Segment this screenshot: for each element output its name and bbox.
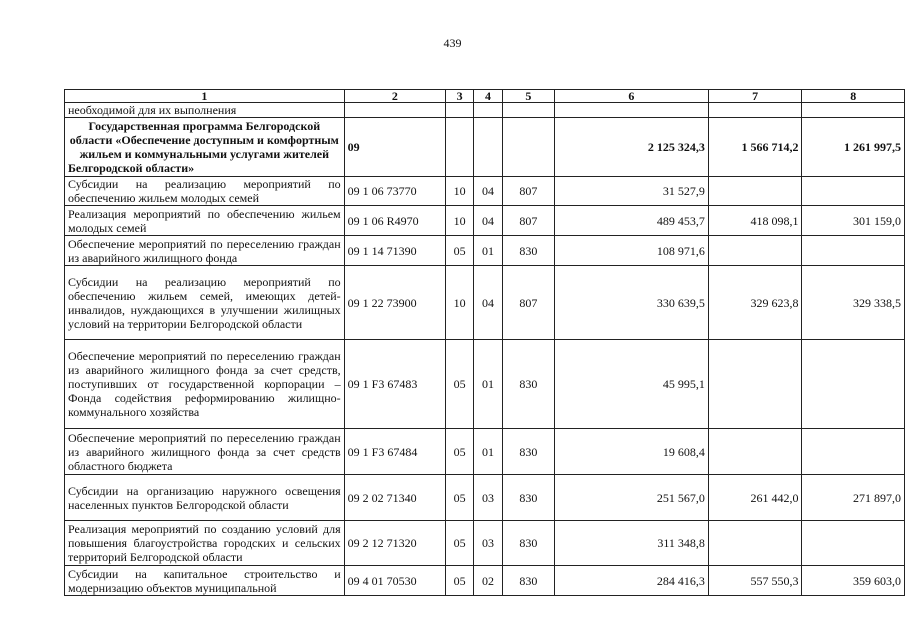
row-subsection: 03 xyxy=(474,521,503,566)
row-section: 10 xyxy=(446,266,474,340)
table-row xyxy=(65,118,905,177)
row-expense-type: 807 xyxy=(503,177,555,206)
row-value-7: 1 566 714,2 xyxy=(708,118,802,177)
row-value-7: 557 550,3 xyxy=(708,566,802,596)
table-row xyxy=(65,521,905,566)
row-value-8: 359 603,0 xyxy=(802,566,905,596)
row-expense-type: 830 xyxy=(503,475,555,521)
table-row xyxy=(65,266,905,340)
row-subsection: 02 xyxy=(474,566,503,596)
row-subsection: 04 xyxy=(474,177,503,206)
row-expense-type xyxy=(503,118,555,177)
column-header-2: 2 xyxy=(344,90,446,103)
row-section xyxy=(446,103,474,118)
row-value-6: 251 567,0 xyxy=(554,475,708,521)
row-code: 09 1 06 R4970 xyxy=(344,206,446,236)
row-subsection xyxy=(474,118,503,177)
row-value-7 xyxy=(708,236,802,266)
row-expense-type: 830 xyxy=(503,429,555,475)
table-row xyxy=(65,429,905,475)
row-section: 05 xyxy=(446,566,474,596)
table-row xyxy=(65,206,905,236)
row-expense-type xyxy=(503,103,555,118)
row-value-8 xyxy=(802,103,905,118)
row-value-6: 2 125 324,3 xyxy=(554,118,708,177)
row-section: 05 xyxy=(446,475,474,521)
row-value-7 xyxy=(708,429,802,475)
row-name: Реализация мероприятий по созданию условий для повышения благоустройства городских и сельских территорий Белгородской области xyxy=(65,521,345,566)
row-name: необходимой для их выполнения xyxy=(65,103,345,118)
row-code xyxy=(344,103,446,118)
column-header-4: 4 xyxy=(474,90,503,103)
row-name: Субсидии на реализацию мероприятий по обеспечению жильем семей, имеющих детей-инвалидов, нуждающихся в улучшении жилищных условий на территории Белгородской области xyxy=(65,266,345,340)
row-value-6: 311 348,8 xyxy=(554,521,708,566)
table-row xyxy=(65,566,905,596)
row-subsection xyxy=(474,103,503,118)
row-value-6 xyxy=(554,103,708,118)
row-name: Обеспечение мероприятий по переселению граждан из аварийного жилищного фонда xyxy=(65,236,345,266)
row-value-7 xyxy=(708,340,802,429)
row-subsection: 04 xyxy=(474,206,503,236)
row-name: Субсидии на реализацию мероприятий по обеспечению жильем молодых семей xyxy=(65,177,345,206)
row-section xyxy=(446,118,474,177)
row-value-6: 330 639,5 xyxy=(554,266,708,340)
row-expense-type: 830 xyxy=(503,340,555,429)
row-code: 09 1 06 73770 xyxy=(344,177,446,206)
table-row xyxy=(65,236,905,266)
row-expense-type: 807 xyxy=(503,206,555,236)
row-value-7 xyxy=(708,177,802,206)
row-expense-type: 830 xyxy=(503,521,555,566)
row-name: Обеспечение мероприятий по переселению граждан из аварийного жилищного фонда за счет средств, поступивших от государственной корпорации – Фонда содействия реформированию жилищно-коммунального хозяйства xyxy=(65,340,345,429)
row-value-8: 301 159,0 xyxy=(802,206,905,236)
table-row xyxy=(65,103,905,118)
row-value-6: 19 608,4 xyxy=(554,429,708,475)
row-value-6: 284 416,3 xyxy=(554,566,708,596)
row-code: 09 2 12 71320 xyxy=(344,521,446,566)
page-number: 439 xyxy=(443,36,462,50)
row-value-6: 45 995,1 xyxy=(554,340,708,429)
column-header-8: 8 xyxy=(802,90,905,103)
row-subsection: 01 xyxy=(474,236,503,266)
row-value-8 xyxy=(802,521,905,566)
row-code: 09 1 22 73900 xyxy=(344,266,446,340)
row-name: Обеспечение мероприятий по переселению граждан из аварийного жилищного фонда за счет средств областного бюджета xyxy=(65,429,345,475)
row-expense-type: 807 xyxy=(503,266,555,340)
row-name: Субсидии на организацию наружного освещения населенных пунктов Белгородской области xyxy=(65,475,345,521)
row-value-8 xyxy=(802,236,905,266)
row-code: 09 1 F3 67483 xyxy=(344,340,446,429)
row-value-7: 418 098,1 xyxy=(708,206,802,236)
row-section: 10 xyxy=(446,206,474,236)
row-subsection: 01 xyxy=(474,429,503,475)
row-value-8 xyxy=(802,429,905,475)
row-value-8: 329 338,5 xyxy=(802,266,905,340)
row-value-7 xyxy=(708,103,802,118)
row-value-8 xyxy=(802,340,905,429)
row-value-6: 31 527,9 xyxy=(554,177,708,206)
row-code: 09 xyxy=(344,118,446,177)
row-code: 09 1 14 71390 xyxy=(344,236,446,266)
row-value-8: 1 261 997,5 xyxy=(802,118,905,177)
row-subsection: 01 xyxy=(474,340,503,429)
row-value-6: 108 971,6 xyxy=(554,236,708,266)
row-value-8: 271 897,0 xyxy=(802,475,905,521)
row-code: 09 4 01 70530 xyxy=(344,566,446,596)
row-value-7: 329 623,8 xyxy=(708,266,802,340)
row-subsection: 04 xyxy=(474,266,503,340)
column-header-5: 5 xyxy=(503,90,555,103)
table-row xyxy=(65,475,905,521)
row-value-6: 489 453,7 xyxy=(554,206,708,236)
row-code: 09 2 02 71340 xyxy=(344,475,446,521)
row-subsection: 03 xyxy=(474,475,503,521)
row-value-8 xyxy=(802,177,905,206)
column-header-7: 7 xyxy=(708,90,802,103)
row-expense-type: 830 xyxy=(503,236,555,266)
row-section: 05 xyxy=(446,236,474,266)
row-value-7: 261 442,0 xyxy=(708,475,802,521)
row-expense-type: 830 xyxy=(503,566,555,596)
column-header-6: 6 xyxy=(554,90,708,103)
table-row xyxy=(65,177,905,206)
budget-table xyxy=(64,89,905,596)
row-section: 05 xyxy=(446,429,474,475)
header-row xyxy=(65,90,905,103)
row-value-7 xyxy=(708,521,802,566)
row-section: 05 xyxy=(446,521,474,566)
column-header-3: 3 xyxy=(446,90,474,103)
row-section: 05 xyxy=(446,340,474,429)
table-row xyxy=(65,340,905,429)
row-section: 10 xyxy=(446,177,474,206)
column-header-1: 1 xyxy=(65,90,345,103)
row-code: 09 1 F3 67484 xyxy=(344,429,446,475)
row-name: Субсидии на капитальное строительство и модернизацию объектов муниципальной xyxy=(65,566,345,596)
row-name: Государственная программа Белгородской области «Обеспечение доступным и комфортным жильем и коммунальными услугами жителей Белгородской области» xyxy=(65,118,345,177)
row-name: Реализация мероприятий по обеспечению жильем молодых семей xyxy=(65,206,345,236)
